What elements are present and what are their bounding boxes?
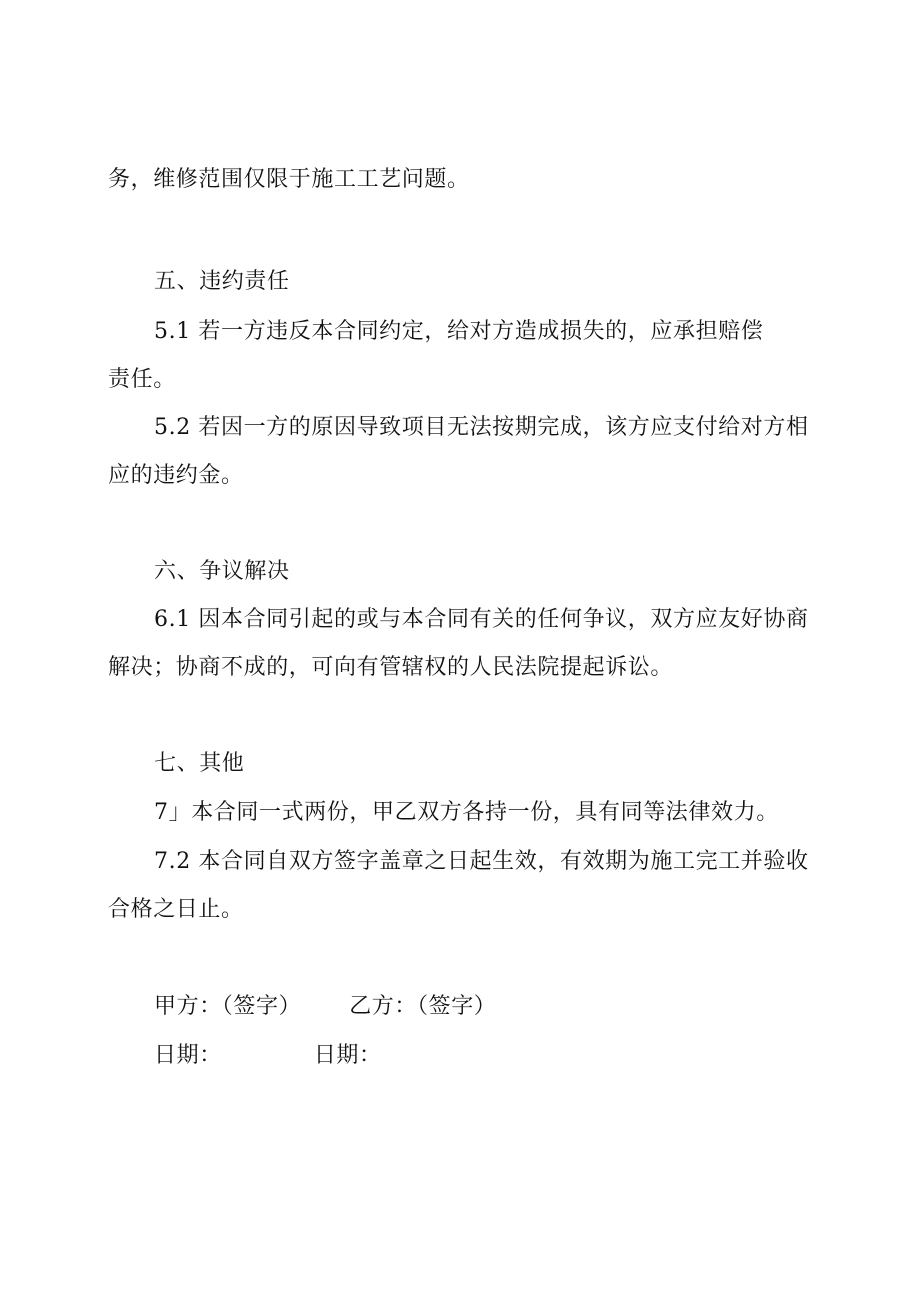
clause-7-1-line-1: 7」本合同一式两份，甲乙双方各持一份，具有同等法律效力。	[154, 800, 779, 825]
clause-7-2-line-2: 合格之日止。	[108, 897, 244, 922]
party-b-signature: 乙方：（签字）	[349, 994, 497, 1019]
clause-5-2-line-1: 5.2 若因一方的原因导致项目无法按期完成，该方应支付给对方相	[154, 415, 809, 440]
continuation-text: 务，维修范围仅限于施工工艺问题。	[108, 167, 470, 192]
clause-5-1-line-2: 责任。	[108, 367, 176, 392]
signature-row	[154, 993, 496, 1021]
clause-5-2-line-2: 应的违约金。	[108, 463, 244, 488]
section-5-heading: 五、违约责任	[154, 269, 290, 294]
clause-5-1-line-1: 5.1 若一方违反本合同约定，给对方造成损失的，应承担赔偿	[154, 319, 764, 344]
clause-7-2-line-1: 7.2 本合同自双方签字盖章之日起生效，有效期为施工完工并验收	[154, 849, 809, 874]
clause-6-1-line-2: 解决；协商不成的，可向有管辖权的人民法院提起诉讼。	[108, 655, 674, 680]
date-row	[154, 1042, 382, 1070]
party-b-date: 日期：	[313, 1043, 382, 1068]
section-6-heading: 六、争议解决	[154, 559, 290, 584]
clause-6-1-line-1: 6.1 因本合同引起的或与本合同有关的任何争议，双方应友好协商	[154, 607, 809, 632]
party-a-date: 日期：	[154, 1043, 222, 1068]
party-a-signature: 甲方：（签字）	[154, 994, 302, 1019]
section-7-heading: 七、其他	[154, 751, 245, 776]
